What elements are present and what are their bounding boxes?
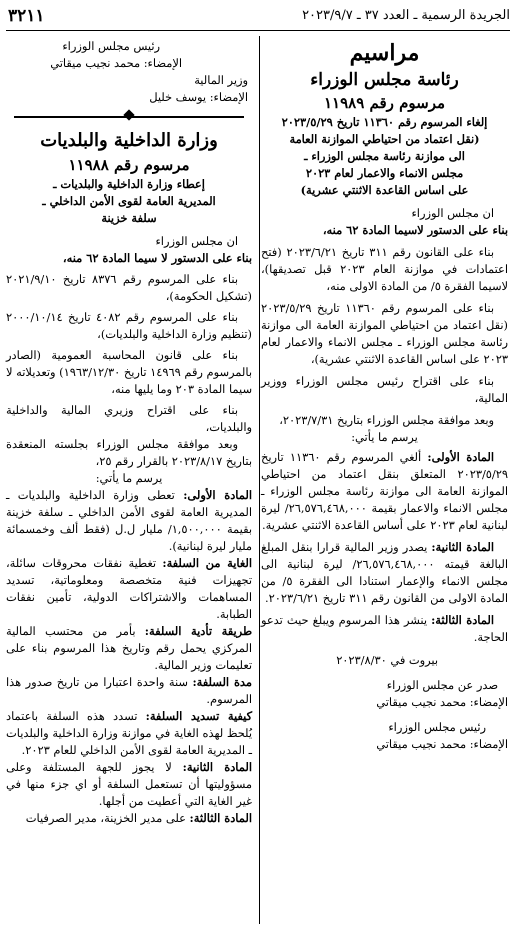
- article-text: تسدد هذه السلفة باعتماد يُلحظ لهذه الغاية في موازنة وزارة الداخلية والبلديات ـ المديرية العامة لقوى الأمن الداخلي للعام ٢٠٢٣.: [6, 709, 252, 757]
- article-label: المادة الأولى:: [183, 488, 252, 502]
- page-header: [6, 6, 510, 28]
- subject-line: مجلس الانماء والاعمار لعام ٢٠٢٣: [305, 166, 464, 180]
- article: [6, 674, 252, 708]
- preamble-line: وبعد موافقة مجلس الوزراء بتاريخ ٢٠٢٣/٧/٣١،: [279, 413, 494, 427]
- left-column: [6, 38, 252, 827]
- page-number: ٣٢١١: [8, 6, 45, 26]
- preamble-line: بناء على قانون المحاسبة العمومية (الصادر بالمرسوم رقم ١٤٩٦٩ تاريخ ١٩٦٣/١٢/٣٠) وتعديلاته لا سيما المادة ٢٠٣ وما يليها منه،: [6, 348, 253, 396]
- article: [6, 487, 252, 555]
- article: [6, 708, 252, 759]
- article: [6, 759, 252, 810]
- subject-line: إلغاء المرسوم رقم ١١٣٦٠ تاريخ ٢٠٢٣/٥/٢٩: [281, 115, 488, 129]
- article-text: يصدر وزير المالية قرارا بنقل المبلغ البالغة قيمته ٢٦,٥٧٦,٤٦٨,٠٠٠/ ليرة لبنانية الى مجلس الانماء والإعمار استنادا الى الفقرة ٥/ من المادة الاولى من القانون رقم ٣١١ تاريخ ٢٠٢٣/٦/٢١.: [261, 540, 509, 605]
- section-ornament: [6, 110, 252, 124]
- article-text: لا يجوز للجهة المستلفة وعلى مسؤوليتها أن تستعمل السلفة أو اي جزء منها في غير الغاية التي أعطيت من أجلها.: [6, 760, 252, 808]
- preamble-line: بناء على المرسوم رقم ٨٣٧٦ تاريخ ٢٠٢١/٩/١٠ (تشكيل الحكومة)،: [6, 272, 252, 303]
- preamble-line: وبعد موافقة مجلس الوزراء بجلسته المنعقدة بتاريخ ٢٠٢٣/٨/١٧ بالقرار رقم ٢٥،: [6, 437, 252, 468]
- decree-subject: [6, 176, 252, 227]
- header-rule: [6, 30, 510, 31]
- decree-subject: [261, 114, 508, 199]
- article-label: الغاية من السلفة:: [162, 556, 252, 570]
- decree-number: مرسوم رقم ١١٩٨٩: [323, 94, 446, 112]
- signature-name: الإمضاء: يوسف خليل: [149, 90, 248, 104]
- article-label: طريقة تأدية السلفة:: [144, 624, 253, 638]
- subject-line: إعطاء وزارة الداخلية والبلديات ـ: [53, 177, 205, 191]
- signature-name: الإمضاء: محمد نجيب ميقاتي: [376, 737, 508, 751]
- decree-number: مرسوم رقم ١١٩٨٨: [68, 156, 190, 174]
- preamble-line: بناء على القانون رقم ٣١١ تاريخ ٢٠٢٣/٦/٢١ (فتح اعتمادات في موازنة العام ٢٠٢٣ قبل تصديقها)، لاسيما الفقرة ٥/ من المادة الاولى منه،: [261, 245, 508, 293]
- subject-line: المديرية العامة لقوى الأمن الداخلي ـ: [42, 194, 216, 208]
- article-label: المادة الثانية:: [182, 760, 252, 774]
- signature-role: وزير المالية: [194, 73, 248, 87]
- article: [261, 449, 508, 534]
- preamble-line: بناء على المرسوم رقم ٤٠٨٢ تاريخ ٢٠٠٠/١٠/١٤ (تنظيم وزارة الداخلية والبلديات)،: [6, 310, 252, 341]
- article-text: على مدير الخزينة، مدير الصرفيات: [25, 811, 190, 825]
- article-label: المادة الثالثة:: [431, 613, 494, 627]
- signature-name: الإمضاء: محمد نجيب ميقاتي: [50, 56, 182, 70]
- article: [6, 623, 252, 674]
- preamble-line: بناء على اقتراح وزيري المالية والداخلية والبلديات،: [6, 403, 252, 434]
- ministry-heading: وزارة الداخلية والبلديات: [40, 130, 218, 151]
- signature-role: صدر عن مجلس الوزراء: [386, 678, 498, 692]
- signature-role: رئيس مجلس الوزراء: [62, 39, 160, 53]
- preamble-line: بناء على الدستور لاسيما المادة ٦٢ منه،: [322, 223, 508, 237]
- decrees-following: يرسم ما يأتي:: [351, 430, 418, 444]
- subject-line: (نقل اعتماد من احتياطي الموازنة العامة: [289, 132, 480, 146]
- article-label: المادة الثالثة:: [189, 811, 252, 825]
- signature-name: الإمضاء: محمد نجيب ميقاتي: [376, 695, 508, 709]
- preamble-line: بناء على اقتراح رئيس مجلس الوزراء ووزير المالية،: [261, 374, 508, 405]
- article-label: المادة الأولى:: [427, 450, 495, 464]
- article-text: تغطية نفقات محروقات سائلة، تجهيزات فنية متخصصة ومعلوماتية، تسديد المساهمات والاشتراكات الدولية، تأمين نفقات الطبابة.: [6, 556, 252, 621]
- article-label: كيفية تسديد السلفة:: [145, 709, 253, 723]
- article: [6, 810, 252, 827]
- article-text: بأمر من محتسب المالية المركزي يحمل رقم وتاريخ هذا المرسوم بناء على تعليمات وزير المالية.: [6, 624, 252, 672]
- subject-line: على اساس القاعدة الاثنتي عشرية): [300, 183, 469, 197]
- article-label: المادة الثانية:: [431, 540, 494, 554]
- article-text: ألغي المرسوم رقم ١١٣٦٠ تاريخ ٢٠٢٣/٥/٢٩ المتعلق بنقل اعتماد من احتياطي الموازنة العامة الى موازنة رئاسة مجلس الوزراء ـ مجلس الانماء والاعمار بقيمة ٢٦,٥٧٦,٤٦٨,٠٠٠/ ليرة لبنانية لعام ٢٠٢٣ على أساس القاعدة الاثنتي عشرية.: [261, 450, 508, 532]
- article-text: ينشر هذا المرسوم ويبلغ حيث تدعو الحاجة.: [261, 613, 508, 644]
- gazette-title: الجريدة الرسمية ـ العدد ٣٧ ـ ٢٠٢٣/٩/٧: [302, 8, 510, 23]
- presidency-heading: رئاسة مجلس الوزراء: [310, 70, 459, 90]
- preamble-line: ان مجلس الوزراء: [411, 206, 494, 220]
- article: [261, 539, 508, 607]
- signature-role: رئيس مجلس الوزراء: [388, 720, 486, 734]
- decrees-following: يرسم ما يأتي:: [95, 471, 163, 485]
- subject-line: سلفة خزينة: [101, 211, 157, 225]
- article-text: تعطى وزارة الداخلية والبلديات ـ المديرية العامة لقوى الأمن الداخلي ـ سلفة خزينة بقيمة ١,٥٠٠,٠٠٠/ مليار ل.ل (فقط ألف وخمسمائة مليار ليرة لبنانية).: [6, 488, 253, 553]
- right-column: [261, 38, 508, 753]
- column-divider: [259, 36, 260, 924]
- article: [261, 612, 508, 646]
- subject-line: الى موازنة رئاسة مجلس الوزراء ـ: [304, 149, 465, 163]
- preamble-line: بناء على الدستور لا سيما المادة ٦٢ منه،: [62, 251, 252, 265]
- article-text: سنة واحدة اعتبارا من تاريخ صدور هذا المرسوم.: [6, 675, 252, 706]
- preamble-line: ان مجلس الوزراء: [155, 234, 238, 248]
- preamble-line: بناء على المرسوم رقم ١١٣٦٠ تاريخ ٢٠٢٣/٥/٢٩ (نقل اعتماد من احتياطي الموازنة العامة الى موازنة رئاسة مجلس الوزراء ـ مجلس الانماء والاعمار لعام ٢٠٢٣ على اساس القاعدة الاثنتي عشرية)،: [261, 301, 508, 366]
- decrees-heading: مراسيم: [349, 40, 420, 66]
- article: [6, 555, 252, 623]
- article-label: مدة السلفة:: [192, 675, 252, 689]
- signing-date: بيروت في ٢٠٢٣/٨/٣٠: [336, 653, 438, 667]
